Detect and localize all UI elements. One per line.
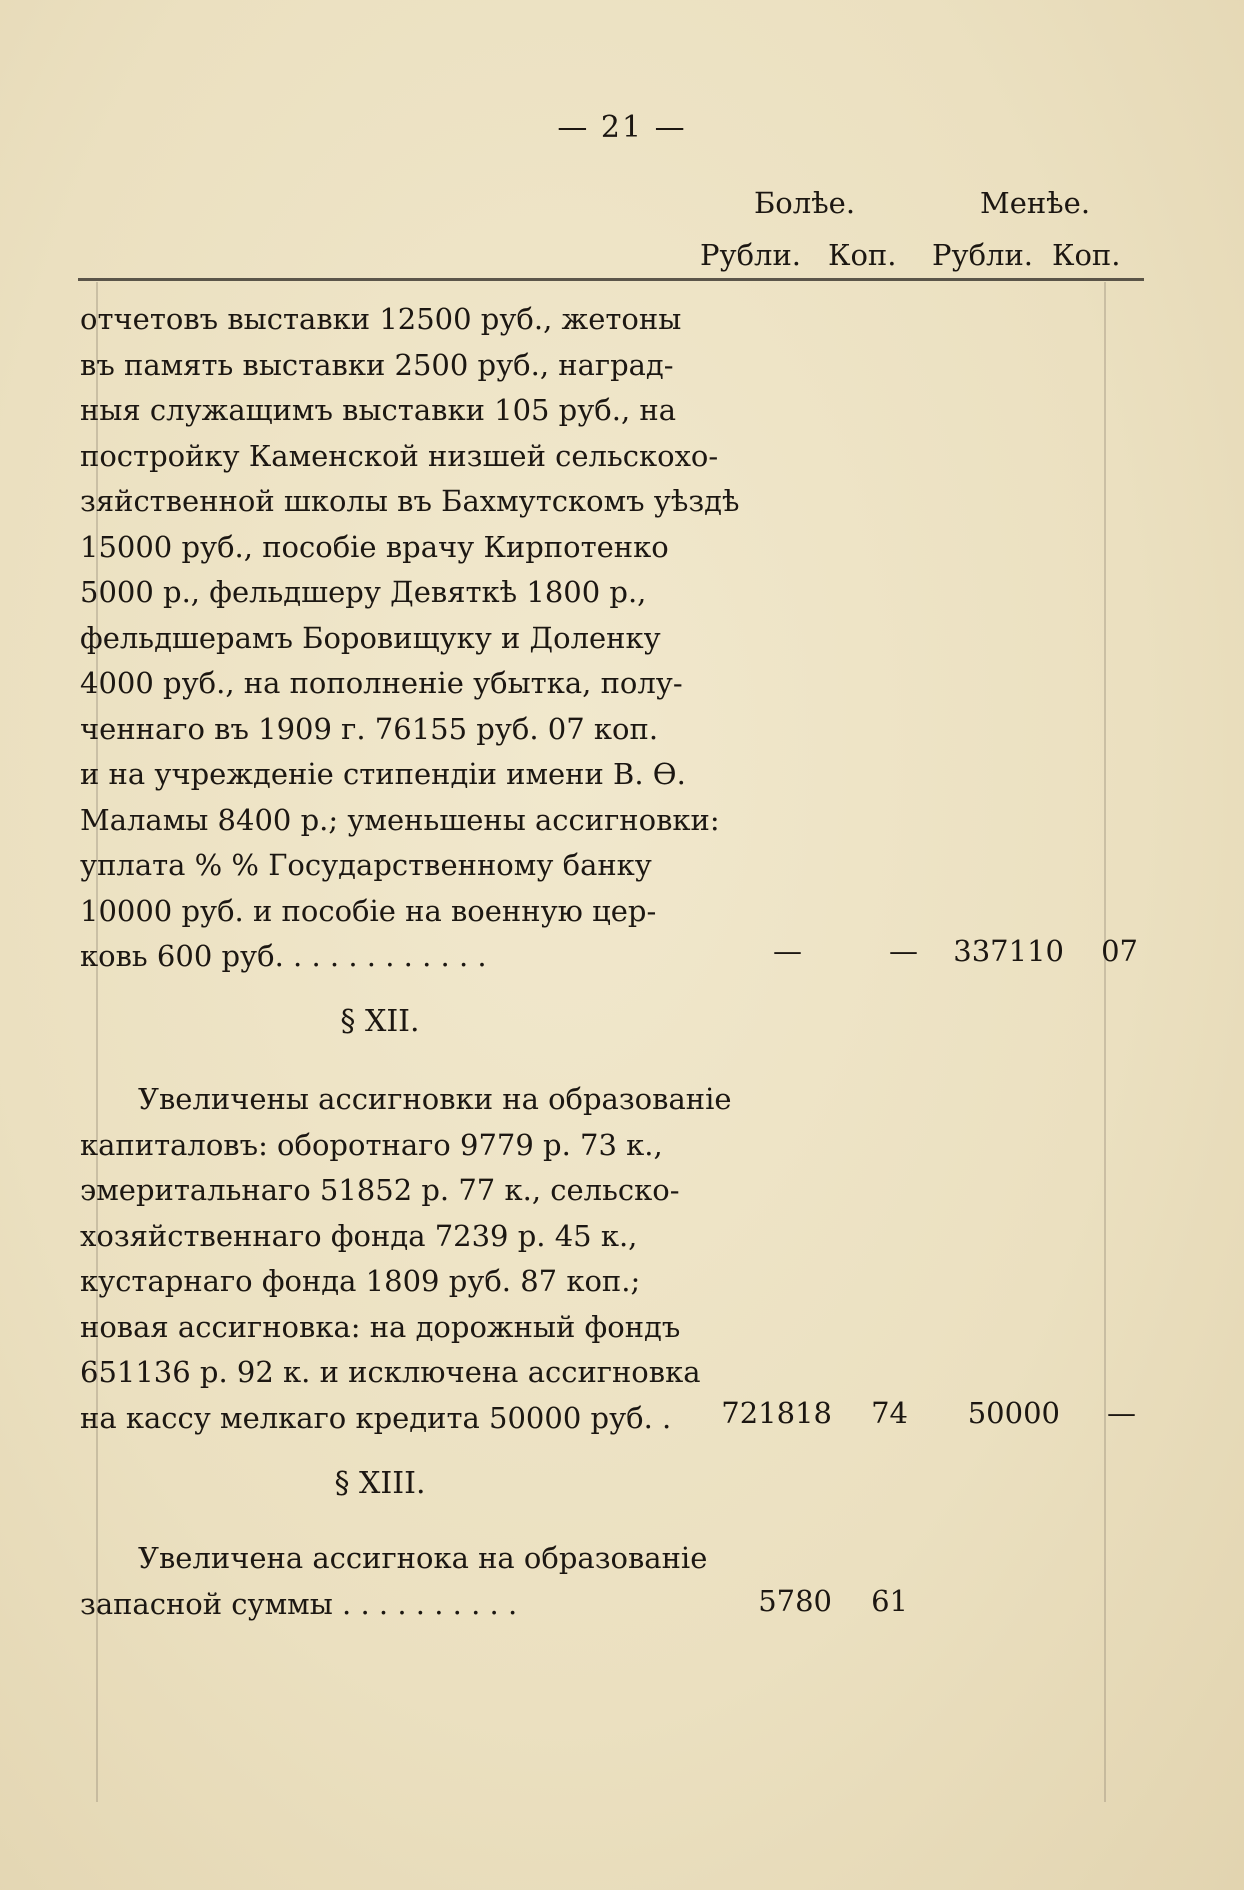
text-line: 4000 руб., на пополненіе убытка, полу- — [80, 666, 683, 700]
header-rule — [78, 278, 1144, 281]
text-line: и на учрежденіе стипендіи имени В. Ѳ. — [80, 757, 686, 791]
section-xii-title: § XII. — [340, 1004, 420, 1039]
column-divider — [1104, 282, 1106, 1802]
text-line: Маламы 8400 р.; уменьшены ассигновки: — [80, 802, 720, 837]
xii-more-rub: 721818 — [721, 1396, 832, 1430]
text-line: ныя служащимъ выставки 105 руб., на — [80, 393, 677, 427]
header-less: Менѣе. — [980, 186, 1091, 220]
text-line: новая ассигновка: на дорожный фондъ — [80, 1309, 681, 1344]
text-line: постройку Каменской низшей сельскохо- — [80, 438, 719, 473]
header-kop-more: Коп. — [828, 238, 897, 272]
text-line: 10000 руб. и пособіе на военную цер- — [80, 893, 657, 928]
paragraph-xii — [80, 1077, 732, 1441]
text-line: запасной суммы . . . . . . . . . . — [80, 1586, 518, 1621]
text-line: отчетовъ выставки 12500 руб., жетоны — [80, 302, 682, 336]
text-line: на кассу мелкаго кредита 50000 руб. . — [80, 1400, 672, 1435]
text-line: хозяйственнаго фонда 7239 р. 45 к., — [80, 1218, 638, 1253]
text-line: 651136 р. 92 к. и исключена ассигновка — [80, 1355, 701, 1389]
header-more: Болѣе. — [754, 186, 856, 220]
xiii-more-rub: 5780 — [758, 1584, 832, 1618]
header-rub-less: Рубли. — [932, 238, 1034, 272]
xi-more-kop: — — [889, 934, 918, 968]
header-kop-less: Коп. — [1052, 238, 1121, 272]
text-line: эмеритальнаго 51852 р. 77 к., сельско- — [80, 1173, 680, 1207]
text-line: Увеличены ассигновки на образованіе — [138, 1082, 732, 1116]
text-line: въ память выставки 2500 руб., наград- — [80, 347, 674, 382]
xiii-more-kop: 61 — [871, 1584, 908, 1618]
xii-more-kop: 74 — [871, 1396, 908, 1430]
header-rub-more: Рубли. — [700, 238, 802, 272]
page-number: — 21 — — [557, 110, 687, 145]
text-line: 5000 р., фельдшеру Девяткѣ 1800 р., — [80, 575, 647, 609]
section-xiii-title: § XIII. — [334, 1466, 426, 1501]
text-line: 15000 руб., пособіе врачу Кирпотенко — [80, 529, 669, 564]
text-line: кустарнаго фонда 1809 руб. 87 коп.; — [80, 1264, 641, 1298]
xi-less-kop: 07 — [1101, 934, 1138, 968]
paragraph-xiii — [80, 1536, 708, 1627]
text-line: зяйственной школы въ Бахмутскомъ уѣздѣ — [80, 484, 740, 518]
text-line: ковь 600 руб. . . . . . . . . . . . — [80, 939, 487, 973]
xi-more-rub: — — [773, 934, 802, 968]
text-line: уплата % % Государственному банку — [80, 848, 652, 882]
paragraph-xi — [80, 297, 740, 980]
text-line: Увеличена ассигнока на образованіе — [138, 1541, 708, 1575]
text-line: капиталовъ: оборотнаго 9779 р. 73 к., — [80, 1127, 663, 1162]
xii-less-rub: 50000 — [967, 1396, 1060, 1430]
text-line: ченнаго въ 1909 г. 76155 руб. 07 коп. — [80, 711, 659, 746]
xi-less-rub: 337110 — [953, 934, 1064, 968]
text-line: фельдшерамъ Боровищуку и Доленку — [80, 620, 661, 655]
xii-less-kop: — — [1107, 1396, 1136, 1430]
